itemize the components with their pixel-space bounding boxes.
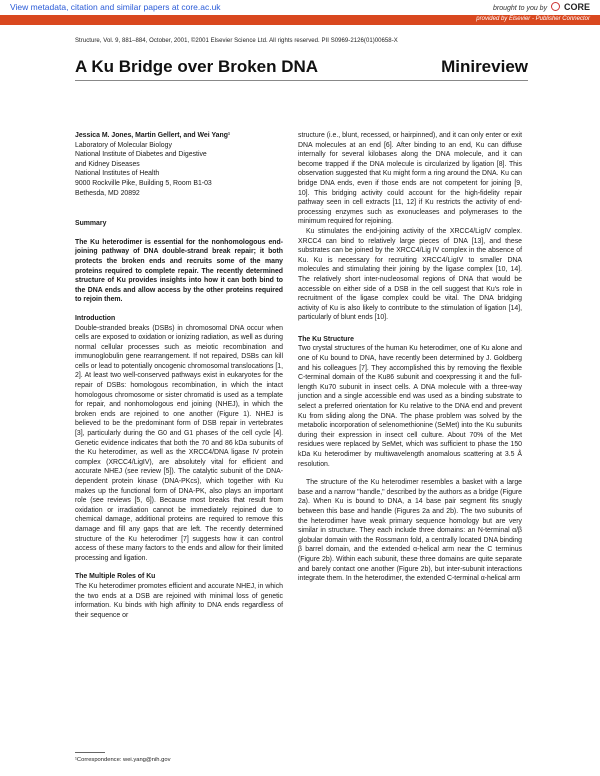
view-metadata-link[interactable]: View metadata, citation and similar papers at core.ac.uk: [10, 2, 221, 12]
brought-to-you-by[interactable]: [493, 2, 590, 12]
correspondence-footnote: ¹Correspondence: wei.yang@nih.gov: [75, 757, 171, 763]
left-column: [75, 131, 283, 620]
body-paragraph: The structure of the Ku heterodimer resembles a basket with a large base and a narrow "handle," described by the authors as a bridge (Figure 2a). When Ku is bound to DNA, a 14 base pair segment fits snugly between this base and handle (Figures 2a and 2b). The two subunits of the heterodimer have weak primary sequence homology but are very similar in structure. They each include three domains: an N-terminal α/β globular domain with the Rossmann fold, a centrally located DNA binding β barrel domain, and the extended α-helical arm near the C terminus (Figure 2b). Within each subunit, these three domains are quite separate and barely contact one another (Figure 2b), but inter-subunit interactions integrate them. In the heterodimer, the extended C-terminal α-helical arm: [298, 479, 522, 583]
journal-citation: Structure, Vol. 9, 881–884, October, 2001, ©2001 Elsevier Science Ltd. All rights reserved. PII S0969-2126(01)00658-X: [75, 38, 398, 44]
affiliation-line: 9000 Rockville Pike, Building 5, Room B1-03: [75, 179, 212, 187]
multiple-roles-text: The Ku heterodimer promotes efficient and accurate NHEJ, in which the two ends at a DSB are rejoined with minimal loss of genetic information. Ku binds with high affinity to DNA ends regardless of their sequence or: [75, 582, 283, 619]
body-paragraph: structure (i.e., blunt, recessed, or hairpinned), and it can only enter or exit DNA molecules at an end [6]. After binding to an end, Ku can diffuse internally for several kilobases along the DNA molecule, and it can become trapped if the DNA molecule is circularized by ligation [8]. This observation suggested that Ku might form a ring around the DNA. Ku can bridge DNA ends, even if those ends are not competent for joining [9, 10]. This bridging activity could account for the high-fidelity repair pathway seen in cell extracts [11, 12] if Ku restricts the activity of end-processing enzymes such as exonucleases and polymerases to the minimum required for rejoining.: [298, 132, 522, 226]
summary-heading: Summary: [75, 220, 107, 228]
article-title: A Ku Bridge over Broken DNA: [75, 57, 319, 76]
introduction-heading: Introduction: [75, 314, 116, 322]
title-divider: [75, 80, 528, 81]
brought-prefix: brought to you by: [492, 5, 548, 12]
article-type: Minireview: [441, 57, 528, 76]
affiliation-line: National Institutes of Health: [75, 170, 160, 178]
spacer: [75, 210, 283, 219]
core-banner: [0, 0, 600, 14]
core-label: CORE: [563, 2, 590, 12]
spacer: [75, 229, 283, 238]
affiliation-line: National Institute of Diabetes and Digestive: [75, 151, 207, 159]
ku-structure-heading: The Ku Structure: [298, 335, 354, 343]
multiple-roles-heading: The Multiple Roles of Ku: [75, 573, 156, 581]
spacer: [75, 198, 283, 210]
introduction-text: Double-stranded breaks (DSBs) in chromosomal DNA occur when cells are exposed to oxidation or ionizing radiation, as well as during normal cellular processes such as meiotic recombination and immunoglobulin gene rearrangement. If not repaired, DSBs can kill cells or lead to potentially oncogenic chromosomal translocations [1, 2]. At least two well-conserved pathways exist in eukaryotes for the repair of DSBs: homologous recombination, in which the intact homologous chromosome or sister chromatid is used as a template for repair, and nonhomologous end joining (NHEJ), in which the broken ends are rejoined to one another (Figure 1). NHEJ is believed to be the predominant form of DSB repair in vertebrates [3], particularly during the G0 and G1 phases of the cell cycle [4]. Genetic evidence indicates that both the 70 and 86 kDa subunits of the Ku heterodimer, as well as the XRCC4/DNA ligase IV protein complex (XRCC4/LigIV), are absolutely vital for efficient and accurate NHEJ (see review [5]). The catalytic subunit of the DNA-dependent protein kinase (DNA-PKcs), which together with Ku makes up the functional form of DNA-PK, also plays an important role (see reviews [5, 6]). Because most breaks that result from oxidation or irradiation cannot be immediately rejoined due to chemical damage, additional proteins are required to remove this damage and fill any gaps that are left. The recently determined structure of the Ku heterodimer [7] suggests how it can control access of these many factors to the ends and allow for their limited processing and ligation.: [75, 324, 283, 562]
footnote-divider: [75, 752, 105, 753]
author-list: Jessica M. Jones, Martin Gellert, and Wei Yang¹: [75, 132, 231, 139]
spacer: [75, 563, 283, 572]
summary-text: The Ku heterodimer is essential for the nonhomologous end-joining pathway of DNA double-strand break repair; it both protects the broken ends and recruits some of the many proteins required to complete repair. The recently determined structure of Ku provides insights into how it can both bind to the DNA ends and allow access by the other proteins required to rejoin them.: [75, 238, 283, 304]
spacer: [298, 323, 522, 335]
provided-by-text[interactable]: provided by Elsevier - Publisher Connector: [476, 16, 590, 22]
core-logo-icon: [551, 2, 560, 11]
spacer: [298, 469, 522, 478]
body-paragraph: Ku stimulates the end-joining activity of the XRCC4/LigIV complex. XRCC4 can bind to relatively large pieces of DNA [13], and these substrates can be joined by the XRCC4/Lig IV complex in the absence of Ku. Ku is necessary for recruiting XRCC4/LigIV to smaller DNA molecules and stimulating their joining by the ligase complex [10, 14]. The relatively short inter-nucleosomal regions of DNA that would be accessible on either side of a DSB in the cell suggest that Ku's role in recruitment of the ligase complex could be vital. The DNA bridging activity of Ku is also likely to contribute to the stimulation of ligation [14], particularly of blunt ends [10].: [298, 227, 522, 322]
body-paragraph: Two crystal structures of the human Ku heterodimer, one of Ku alone and one of Ku bound to DNA, have recently been determined by J. Goldberg and his colleagues [7]. They accomplished this by removing the flexible C-terminal domain of the Ku86 subunit and coexpressing it and the full-length Ku70 subunit in insect cells. A DNA molecule with a three-way junction and a single accessible end was used as a binding substrate to select a preferred orientation for Ku relative to the DNA end and prevent Ku from sliding along the DNA. The phase problem was solved by the metabolic incorporation of selenomethionine (SeMet) into the Ku subunits during their expression in insect cell culture. About 70% of the Met residues were replaced by SeMet, which was sufficient to phase the 150 kDa Ku heterodimer by multiwavelength anomalous scattering at 3.5 Å resolution.: [298, 345, 522, 468]
affiliation-line: Laboratory of Molecular Biology: [75, 141, 172, 149]
affiliation-line: and Kidney Diseases: [75, 160, 140, 168]
spacer: [75, 305, 283, 314]
right-column: [298, 131, 522, 584]
affiliation-line: Bethesda, MD 20892: [75, 189, 140, 197]
